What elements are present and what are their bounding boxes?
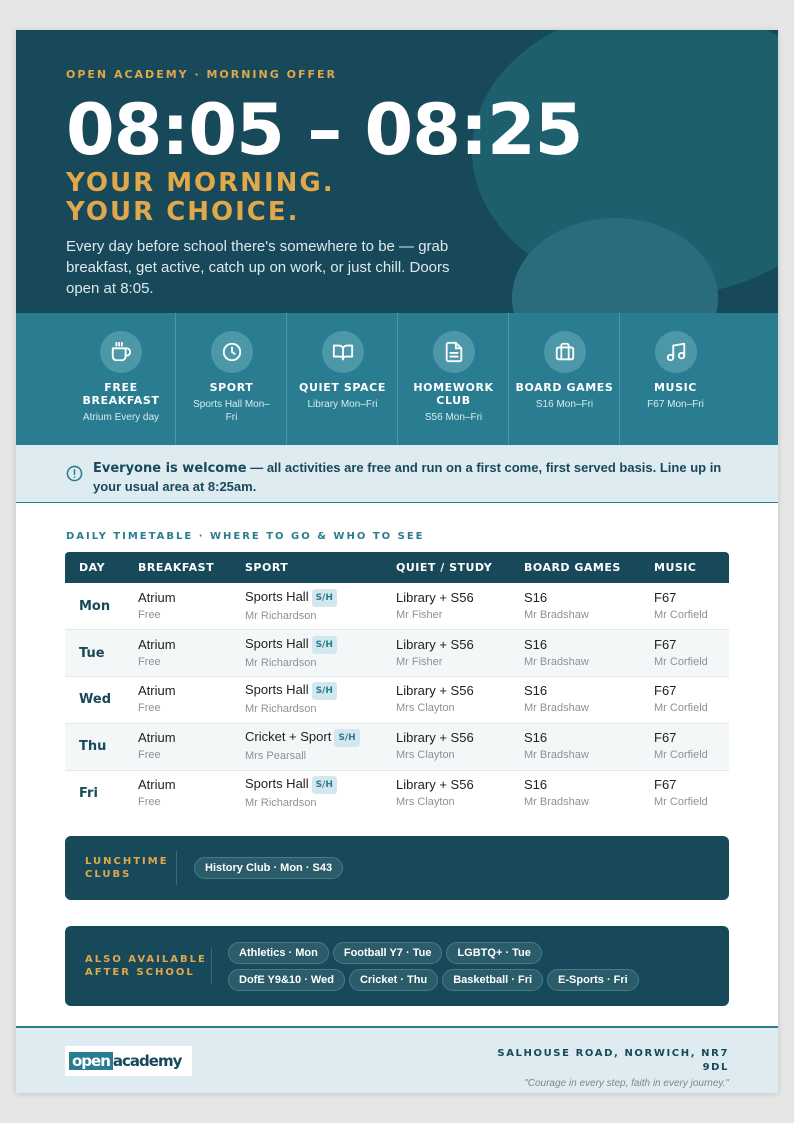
- breakfast-cell: [124, 723, 231, 770]
- table-row: [65, 630, 729, 677]
- after-school-panel: [65, 926, 729, 1006]
- school-address: [489, 1047, 729, 1075]
- quiet-location: Library + S56: [396, 777, 474, 793]
- games-staff: Mr Bradshaw: [524, 655, 589, 668]
- activities-strip: [16, 313, 778, 445]
- club-chip: LGBTQ+ · Tue: [446, 942, 541, 964]
- games-location: S16: [524, 683, 548, 699]
- sport-location: Cricket + Sport: [245, 729, 332, 745]
- activity-music: [620, 313, 731, 445]
- sh-tag: S/H: [312, 776, 337, 794]
- column-header-sport: SPORT: [231, 552, 382, 583]
- activity-name: BOARD GAMES: [515, 381, 614, 394]
- day-cell: Thu: [79, 739, 107, 755]
- games-staff: Mr Bradshaw: [524, 749, 589, 762]
- column-header-music: MUSIC: [640, 552, 729, 583]
- activity-breakfast: [66, 313, 176, 445]
- sport-location: Sports Hall: [245, 588, 309, 604]
- daily-timetable: [65, 552, 729, 817]
- notice-body: — all activities are free and run on a first come, first served basis. Line up in your usual area at: [93, 460, 722, 494]
- day-cell: Fri: [79, 786, 98, 802]
- games-staff: Mr Bradshaw: [524, 702, 589, 715]
- quiet-cell: [382, 723, 510, 770]
- column-header-breakfast: BREAKFAST: [124, 552, 231, 583]
- panel-divider: [211, 948, 212, 984]
- quiet-location: Library + S56: [396, 589, 474, 605]
- activity-detail: Library Mon–Fri: [307, 399, 378, 410]
- music-staff: Mr Corfield: [654, 608, 708, 621]
- school-logo: [65, 1046, 192, 1076]
- welcome-notice: [16, 445, 778, 503]
- sh-tag: S/H: [334, 729, 359, 747]
- music-cell: [640, 677, 729, 724]
- music-staff: Mr Corfield: [654, 749, 708, 762]
- quiet-cell: [382, 630, 510, 677]
- club-chip: E-Sports · Fri: [547, 969, 639, 991]
- open-book-icon: [322, 331, 364, 373]
- day-cell: Mon: [79, 598, 111, 614]
- hero-banner: [16, 30, 778, 313]
- quiet-staff: Mrs Clayton: [396, 702, 455, 715]
- games-cell: [510, 677, 640, 724]
- sh-tag: S/H: [312, 682, 337, 700]
- games-cell: [510, 583, 640, 630]
- after-school-chip-list: [228, 937, 648, 996]
- day-cell: Tue: [79, 645, 105, 661]
- quiet-staff: Mr Fisher: [396, 655, 443, 668]
- music-staff: Mr Corfield: [654, 702, 708, 715]
- activity-detail: S56 Mon–Fri: [424, 412, 483, 423]
- music-cell: [640, 723, 729, 770]
- info-icon: [66, 465, 83, 502]
- sport-staff: Mr Richardson: [245, 797, 317, 810]
- sport-cell: [231, 583, 382, 630]
- breakfast-note: Free: [138, 702, 161, 715]
- lunchtime-label: [65, 855, 176, 881]
- headline-line-1: YOUR MORNING.: [66, 168, 335, 198]
- breakfast-note: Free: [138, 608, 161, 621]
- quiet-cell: [382, 770, 510, 817]
- quiet-location: Library + S56: [396, 683, 474, 699]
- sh-tag: S/H: [312, 589, 337, 607]
- sport-staff: Mr Richardson: [245, 703, 317, 716]
- breakfast-note: Free: [138, 655, 161, 668]
- quiet-staff: Mrs Clayton: [396, 749, 455, 762]
- activity-detail: Sports Hall Mon–Fri: [193, 399, 270, 423]
- games-location: S16: [524, 730, 548, 746]
- sh-tag: S/H: [312, 636, 337, 654]
- notice-time: 8:25am.: [207, 479, 257, 494]
- address-line-2: 9DL: [702, 1062, 729, 1073]
- sport-location: Sports Hall: [245, 682, 309, 698]
- address-line-1: SALHOUSE ROAD, NORWICH, NR7: [497, 1048, 729, 1059]
- music-note-icon: [655, 331, 697, 373]
- club-chip: Cricket · Thu: [349, 969, 438, 991]
- activity-board-games: [509, 313, 620, 445]
- quiet-staff: Mrs Clayton: [396, 796, 455, 809]
- activity-name: MUSIC: [654, 381, 697, 394]
- club-chip: Basketball · Fri: [442, 969, 543, 991]
- music-staff: Mr Corfield: [654, 796, 708, 809]
- sport-staff: Mrs Pearsall: [245, 750, 307, 763]
- notice-text: [93, 459, 738, 502]
- table-row: [65, 770, 729, 817]
- breakfast-note: Free: [138, 749, 161, 762]
- table-row: [65, 677, 729, 724]
- games-location: S16: [524, 636, 548, 652]
- club-chip: Football Y7 · Tue: [333, 942, 443, 964]
- games-location: S16: [524, 589, 548, 605]
- sport-cell: [231, 723, 382, 770]
- games-location: S16: [524, 777, 548, 793]
- after-school-label-line-1: ALSO AVAILABLE: [85, 954, 207, 965]
- breakfast-location: Atrium: [138, 777, 176, 793]
- lunchtime-clubs-panel: [65, 836, 729, 900]
- logo-open-text: open: [69, 1052, 113, 1070]
- quiet-location: Library + S56: [396, 730, 474, 746]
- table-header-row: [65, 552, 729, 583]
- hero-eyebrow: OPEN ACADEMY · MORNING OFFER: [66, 68, 337, 81]
- logo-academy-text: academy: [112, 1052, 182, 1070]
- quiet-cell: [382, 677, 510, 724]
- quiet-cell: [382, 583, 510, 630]
- music-cell: [640, 583, 729, 630]
- document-icon: [433, 331, 475, 373]
- music-location: F67: [654, 777, 677, 793]
- activity-name: HOMEWORK CLUB: [413, 381, 494, 407]
- breakfast-cell: [124, 677, 231, 724]
- breakfast-location: Atrium: [138, 636, 176, 652]
- quiet-staff: Mr Fisher: [396, 608, 443, 621]
- activity-sport: [176, 313, 287, 445]
- intro-text: Every day before school there's somewhere to be — grab breakfast, get active, catch up on work, or just chill. Doors open at 8:05.: [66, 238, 450, 297]
- music-location: F67: [654, 730, 677, 746]
- footer: [16, 1026, 778, 1093]
- club-chip: Athletics · Mon: [228, 942, 329, 964]
- activity-name: SPORT: [209, 381, 254, 394]
- sport-cell: [231, 770, 382, 817]
- lunchtime-label-line-2: CLUBS: [85, 869, 132, 880]
- games-staff: Mr Bradshaw: [524, 796, 589, 809]
- activity-name: FREE BREAKFAST: [82, 381, 160, 407]
- breakfast-location: Atrium: [138, 589, 176, 605]
- column-header-board-games: BOARD GAMES: [510, 552, 640, 583]
- club-chip: History Club · Mon · S43: [194, 857, 343, 879]
- clock-icon: [211, 331, 253, 373]
- sport-staff: Mr Richardson: [245, 609, 317, 622]
- games-cell: [510, 723, 640, 770]
- music-cell: [640, 630, 729, 677]
- column-header-quiet-study: QUIET / STUDY: [382, 552, 510, 583]
- quiet-location: Library + S56: [396, 636, 474, 652]
- headline: [66, 169, 728, 227]
- music-location: F67: [654, 589, 677, 605]
- breakfast-cell: [124, 583, 231, 630]
- activity-detail: F67 Mon–Fri: [647, 399, 704, 410]
- after-school-label-line-2: AFTER SCHOOL: [85, 967, 195, 978]
- headline-line-2: YOUR CHOICE.: [66, 197, 300, 227]
- music-staff: Mr Corfield: [654, 655, 708, 668]
- day-cell: Wed: [79, 692, 111, 708]
- breakfast-cell: [124, 770, 231, 817]
- activity-detail: Atrium Every day: [82, 412, 160, 423]
- time-range: 08:05 – 08:25: [66, 89, 583, 171]
- breakfast-location: Atrium: [138, 683, 176, 699]
- poster-page: [16, 30, 778, 1093]
- sport-cell: [231, 630, 382, 677]
- activity-homework-club: [398, 313, 509, 445]
- music-cell: [640, 770, 729, 817]
- briefcase-icon: [544, 331, 586, 373]
- activity-quiet-space: [287, 313, 398, 445]
- after-school-label: [65, 953, 211, 979]
- games-staff: Mr Bradshaw: [524, 608, 589, 621]
- lunchtime-chip-list: [194, 852, 347, 884]
- timetable-eyebrow: DAILY TIMETABLE · WHERE TO GO & WHO TO SEE: [66, 531, 425, 542]
- sport-staff: Mr Richardson: [245, 656, 317, 669]
- games-cell: [510, 770, 640, 817]
- sport-location: Sports Hall: [245, 635, 309, 651]
- table-row: [65, 723, 729, 770]
- notice-lead: Everyone is welcome: [93, 461, 247, 476]
- games-cell: [510, 630, 640, 677]
- activity-name: QUIET SPACE: [299, 381, 386, 394]
- sport-cell: [231, 677, 382, 724]
- lunchtime-label-line-1: LUNCHTIME: [85, 856, 169, 867]
- music-location: F67: [654, 683, 677, 699]
- breakfast-cell: [124, 630, 231, 677]
- sport-location: Sports Hall: [245, 776, 309, 792]
- school-motto: "Courage in every step, faith in every journey.": [524, 1078, 729, 1089]
- table-row: [65, 583, 729, 630]
- breakfast-location: Atrium: [138, 730, 176, 746]
- panel-divider: [176, 851, 177, 885]
- breakfast-note: Free: [138, 796, 161, 809]
- music-location: F67: [654, 636, 677, 652]
- activity-detail: S16 Mon–Fri: [535, 399, 594, 410]
- club-chip: DofE Y9&10 · Wed: [228, 969, 345, 991]
- column-header-day: DAY: [65, 552, 124, 583]
- coffee-cup-icon: [100, 331, 142, 373]
